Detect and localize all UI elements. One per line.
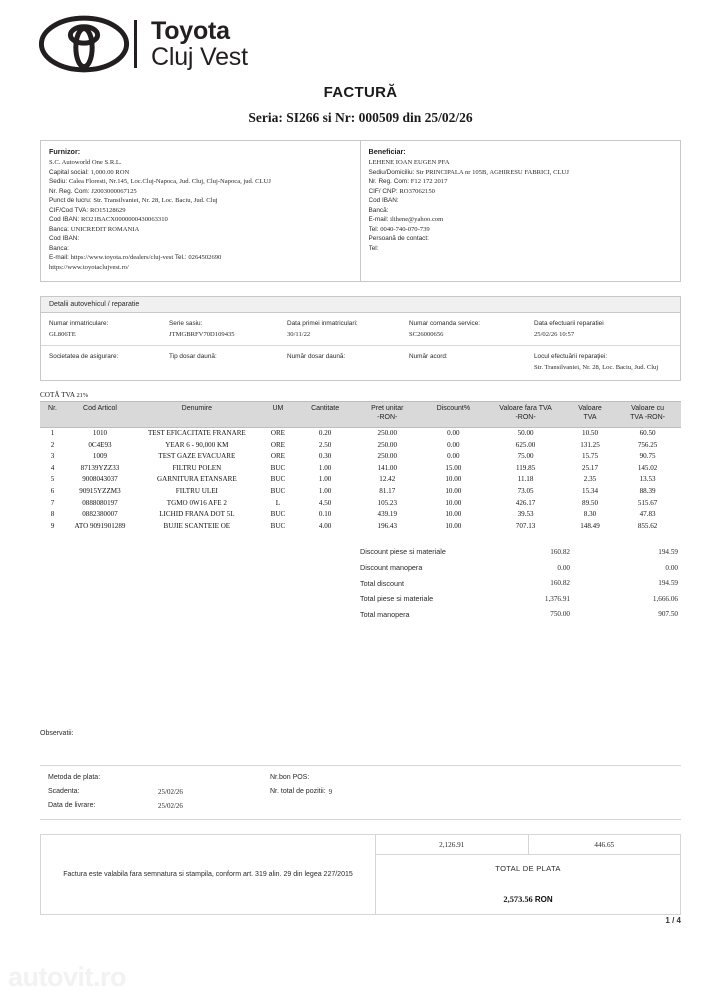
cell-valoare-cu-tva: 90.75 (639, 452, 656, 461)
repair-location: Locul efectuării reparaţiei: Str. Transilvaniei, Nr. 28, Loc. Baciu, Jud. Cluj (534, 352, 659, 372)
beneficiary-bank: Bancă: (368, 206, 389, 214)
toyota-ellipse-logo (38, 15, 130, 73)
supplier-work-point: Punct de lucru: Str. Transilvaniei, Nr. 28, Loc. Baciu, Jud. Cluj (49, 197, 218, 205)
supplier-email-tel: E-mail: https://www.toyota.ro/dealers/cluj-vest Tel.: 0264502690 (49, 254, 222, 262)
delivery-date-label: Data de livrare: (48, 802, 96, 810)
line-count-value: 9 (328, 788, 333, 797)
cell-denumire: YEAR 6 - 90,000 KM (165, 440, 229, 449)
logo-divider (134, 20, 137, 68)
line-count-label: Nr. total de pozitii: (270, 788, 326, 796)
totals-summary (0, 544, 721, 622)
total-label: Total discount (360, 578, 404, 588)
cell-discount: 10.00 (445, 487, 462, 495)
supplier-iban-2: Cod IBAN: (49, 235, 80, 243)
repair-date: Data efectuarii reparatiei 25/02/26 10:57 (534, 319, 604, 339)
page-number: 1 / 4 (665, 916, 681, 925)
supplier-vat-code: CIF/Cod TVA: RO15128629 (49, 206, 126, 214)
payment-info-section (40, 765, 681, 820)
cell-cod: ATO 9091901289 (74, 521, 126, 530)
supplier-block (41, 141, 361, 281)
service-order-number: Numar comanda service: SC26000656 (409, 319, 481, 339)
cell-um: ORE (270, 452, 286, 461)
cell-valoare-fara-tva: 119.85 (515, 463, 536, 472)
payment-spacer-row (270, 799, 332, 813)
beneficiary-cnp: CIF/ CNP: RO37062150 (368, 187, 435, 195)
cell-um: BUC (270, 521, 286, 530)
col-um: UM (259, 402, 297, 428)
table-row (40, 497, 681, 509)
supplier-address: Sediu: Calea Floresti, Nr.145, Loc.Cluj-Napoca, Jud. Cluj, Cluj-Napoca, jud. CLUJ (49, 178, 271, 186)
cell-um: BUC (270, 475, 286, 484)
total-label: Total manopera (360, 609, 410, 619)
cell-cantitate: 0.30 (318, 452, 332, 461)
cell-valoare-fara-tva: 625.00 (515, 440, 536, 449)
total-value-net: 160.82 (550, 579, 570, 588)
legal-note-box (41, 835, 376, 914)
cell-valoare-cu-tva: 145.02 (637, 463, 658, 472)
cell-denumire: TEST GAZE EVACUARE (158, 452, 236, 461)
cell-nr: 3 (50, 452, 55, 461)
beneficiary-reg-number: Nr. Reg. Com: F12 172 2017 (368, 178, 448, 186)
col-denumire: Denumire (135, 402, 259, 428)
items-table (40, 401, 681, 532)
cell-cantitate: 1.00 (318, 475, 332, 484)
cell-valoare-cu-tva: 515.67 (637, 498, 658, 507)
vehicle-vin: Serie sasiu: JTMGBRFV70D109435 (169, 319, 235, 339)
vehicle-plate: Numar inmatriculare: GL806TE (49, 319, 109, 339)
vehicle-first-registration: Data primei inmatriculari: 30/11/22 (287, 319, 358, 339)
base-amount: 2,126.91 (376, 835, 529, 854)
claim-number: Număr dosar daună: (287, 352, 346, 360)
page-title: FACTURĂ (323, 84, 398, 101)
cell-cod: 9008043037 (82, 475, 118, 484)
cell-valoare-fara-tva: 39.53 (517, 510, 534, 519)
total-row-parts (360, 591, 678, 607)
supplier-iban-1: Cod IBAN: RO21BACX0000000430063310 (49, 216, 168, 224)
cell-nr: 6 (50, 487, 55, 495)
footer-section (40, 834, 681, 915)
total-label: Discount piese si materiale (360, 547, 446, 557)
vehicle-section-title: Detalii autovehicul / reparatie (41, 297, 680, 313)
vehicle-row-1 (41, 313, 680, 346)
delivery-date-row (48, 799, 270, 813)
cell-um: ORE (270, 429, 286, 438)
cell-valoare-cu-tva: 88.39 (639, 487, 656, 495)
supplier-name: S.C. Autoworld One S.R.L. (49, 159, 122, 166)
cell-valoare-cu-tva: 855.62 (637, 521, 658, 530)
total-value-gross: 194.59 (658, 547, 678, 556)
supplier-capital: Capital social: 1,000.00 RON (49, 168, 130, 176)
cell-pret: 105.23 (377, 498, 398, 507)
pos-receipt-row (270, 771, 332, 785)
table-row (40, 474, 681, 486)
cell-valoare-cu-tva: 47.83 (639, 510, 656, 519)
supplier-heading: Furnizor: (49, 147, 81, 156)
cell-nr: 8 (50, 510, 55, 519)
cell-cod: 0888080197 (82, 498, 118, 507)
col-valoare-fara-tva: Valoare fara TVA -RON- (485, 402, 566, 428)
col-valoare-cu-tva: Valoare cu TVA -RON- (614, 402, 681, 428)
cell-um: BUC (270, 463, 286, 472)
delivery-date-value: 25/02/26 (158, 802, 183, 811)
cell-nr: 9 (50, 521, 55, 530)
cell-denumire: LICHID FRANA DOT 5L (159, 510, 235, 519)
cell-cantitate: 4.00 (318, 521, 332, 530)
site-watermark: autovit.ro (8, 962, 127, 992)
cell-um: BUC (270, 510, 286, 519)
beneficiary-address: Sediu/Domiciliu: Str PRINCIPALA nr 105B, AGHIRESU FABRICI, CLUJ (368, 168, 569, 176)
table-row (40, 486, 681, 498)
cell-pret: 250.00 (377, 440, 398, 449)
cell-discount: 10.00 (445, 510, 462, 519)
payment-right-column (270, 771, 332, 813)
supplier-bank-2: Banca: (49, 244, 69, 252)
cell-denumire: BUJIE SCANTEIE OE (163, 521, 231, 530)
due-date-value: 25/02/26 (158, 788, 183, 797)
total-value-gross: 907.50 (658, 610, 678, 619)
cell-cantitate: 1.00 (318, 487, 332, 495)
cell-pret: 196.43 (377, 521, 398, 530)
cell-valoare-tva: 89.50 (582, 498, 598, 507)
table-row (40, 509, 681, 521)
table-row (40, 451, 681, 463)
beneficiary-tel: Tel: 0040-740-070-739 (368, 225, 430, 233)
cell-valoare-tva: 10.50 (582, 429, 598, 438)
supplier-reg-number: Nr. Reg. Com: J2003000067125 (49, 187, 137, 195)
supplier-website: https://www.toyotaclujvest.ro/ (49, 264, 129, 272)
cell-valoare-cu-tva: 756.25 (637, 440, 658, 449)
beneficiary-name: LEHENE IOAN EUGEN PFA (368, 159, 450, 166)
total-value-gross: 0.00 (665, 563, 678, 572)
beneficiary-iban: Cod IBAN: (368, 197, 399, 205)
insurance-company: Societatea de asigurare: (49, 352, 119, 360)
total-row-discount-labour (360, 560, 678, 576)
table-row (40, 427, 681, 439)
pos-receipt-label: Nr.bon POS: (270, 774, 310, 782)
cell-cod: 0882380007 (82, 510, 118, 519)
cell-denumire: FILTRU POLEN (172, 463, 222, 472)
col-pret-unitar: Pret unitar -RON- (353, 402, 421, 428)
cell-denumire: GARNITURA ETANSARE (157, 475, 237, 484)
payment-method-row (48, 771, 270, 785)
due-date-label: Scadenta: (48, 788, 80, 796)
col-valoare-tva: Valoare TVA (566, 402, 614, 428)
cell-cantitate: 4.50 (318, 498, 332, 507)
brand-location: Cluj Vest (151, 43, 248, 71)
legal-note-text: Factura este valabila fara semnatura si stampila, conform art. 319 alin. 29 din legea 227/2015 (63, 870, 353, 878)
col-discount: Discount% (421, 402, 485, 428)
cell-discount: 15.00 (445, 463, 462, 472)
cell-valoare-tva: 8.30 (583, 510, 597, 519)
beneficiary-contact-person: Persoană de contact: (368, 235, 429, 243)
cell-nr: 7 (50, 498, 55, 507)
brand-header (0, 0, 721, 74)
total-value-net: 750.00 (550, 610, 570, 619)
beneficiary-block (361, 141, 681, 281)
parties-section (40, 140, 681, 282)
cell-pret: 81.17 (379, 487, 396, 495)
total-value-net: 0.00 (557, 563, 570, 572)
cell-nr: 2 (50, 440, 55, 449)
due-date-row (48, 785, 270, 799)
cell-discount: 0.00 (447, 440, 460, 449)
cell-cod: 0C4E93 (88, 440, 112, 449)
cell-discount: 0.00 (447, 452, 460, 461)
total-due-value: 2,573.56 RON (503, 895, 553, 905)
cell-valoare-fara-tva: 50.00 (517, 429, 534, 438)
cell-um: L (275, 498, 281, 507)
cell-discount: 0.00 (447, 429, 460, 438)
cell-um: BUC (270, 487, 286, 495)
total-due-label: TOTAL DE PLATA (495, 864, 561, 874)
vat-amount: 446.65 (594, 840, 615, 849)
cell-valoare-fara-tva: 426.17 (515, 498, 536, 507)
vehicle-row-2 (41, 346, 680, 381)
items-table-header-row (40, 402, 681, 428)
col-cantitate: Cantitate (297, 402, 353, 428)
cell-valoare-tva: 15.75 (582, 452, 598, 461)
cell-valoare-fara-tva: 707.13 (515, 521, 536, 530)
total-value-net: 160.82 (550, 547, 570, 556)
cell-cantitate: 0.20 (318, 429, 332, 438)
total-label: Total piese si materiale (360, 594, 434, 604)
cell-discount: 10.00 (445, 521, 462, 530)
cell-um: ORE (270, 440, 286, 449)
invoice-series-number: Seria: SI266 si Nr: 000509 din 25/02/26 (248, 110, 473, 125)
total-label: Discount manopera (360, 563, 423, 573)
beneficiary-heading: Beneficiar: (368, 147, 406, 156)
supplier-bank-1: Banca: UNICREDIT ROMANIA (49, 225, 140, 233)
cell-cantitate: 1.00 (318, 463, 332, 472)
cell-cantitate: 2.50 (318, 440, 332, 449)
cell-nr: 5 (50, 475, 55, 484)
cell-valoare-tva: 2.35 (583, 475, 597, 484)
cell-valoare-cu-tva: 60.50 (639, 429, 656, 438)
cell-cod: 87139YZZ33 (80, 463, 120, 472)
claim-type: Tip dosar daună: (169, 352, 217, 360)
total-value-gross: 194.59 (658, 579, 678, 588)
table-row (40, 463, 681, 475)
cell-valoare-fara-tva: 73.05 (517, 487, 534, 495)
cell-discount: 10.00 (445, 498, 462, 507)
brand-name: Toyota (151, 16, 230, 45)
cell-denumire: TGMO 0W16 AFE 2 (166, 498, 227, 507)
total-value-gross: 1,666.06 (652, 594, 678, 603)
cell-cod: 1010 (92, 429, 108, 438)
cell-valoare-fara-tva: 11.18 (517, 475, 534, 484)
items-table-body (40, 427, 681, 532)
cell-pret: 250.00 (377, 452, 398, 461)
line-count-row (270, 785, 332, 799)
total-row-labour (360, 607, 678, 623)
brand-wordmark (151, 18, 248, 71)
cell-valoare-cu-tva: 13.53 (639, 475, 656, 484)
total-row-total-discount (360, 575, 678, 591)
cell-valoare-tva: 131.25 (580, 440, 600, 449)
cell-cod: 1009 (92, 452, 108, 461)
cell-pret: 12.42 (379, 475, 396, 484)
cell-cod: 90915YZZM3 (79, 487, 121, 495)
cell-valoare-tva: 15.34 (582, 487, 598, 495)
cell-pret: 141.00 (377, 463, 398, 472)
cell-pret: 250.00 (377, 429, 398, 438)
table-row (40, 521, 681, 533)
total-row-discount-parts (360, 544, 678, 560)
cell-denumire: TEST EFICACITATE FRANARE (147, 429, 246, 438)
total-value-net: 1,376.91 (544, 594, 570, 603)
table-row (40, 439, 681, 451)
cell-cantitate: 0.10 (318, 510, 332, 519)
cell-nr: 1 (50, 429, 55, 438)
beneficiary-email: E-mail: ilihene@yahoo.com (368, 216, 444, 224)
cell-nr: 4 (50, 463, 55, 472)
cell-valoare-tva: 148.49 (580, 521, 600, 530)
agreement-number: Număr acord: (409, 352, 448, 360)
payment-left-column (48, 771, 270, 813)
cell-pret: 439.19 (377, 510, 398, 519)
observations-label: Observatii: (40, 730, 74, 738)
vat-rate-note: COTĂ TVA 21% (40, 391, 89, 400)
cell-valoare-tva: 25.17 (582, 463, 598, 472)
amount-breakdown-row (376, 835, 680, 855)
cell-discount: 10.00 (445, 475, 462, 484)
col-cod-articol: Cod Articol (65, 402, 135, 428)
col-nr: Nr. (40, 402, 65, 428)
cell-denumire: FILTRU ULEI (175, 487, 218, 495)
payment-method-label: Metoda de plata: (48, 774, 101, 782)
grand-total-box (376, 835, 680, 914)
cell-valoare-fara-tva: 75.00 (517, 452, 534, 461)
beneficiary-contact-tel: Tel: (368, 244, 379, 252)
vehicle-details-section (40, 296, 681, 382)
